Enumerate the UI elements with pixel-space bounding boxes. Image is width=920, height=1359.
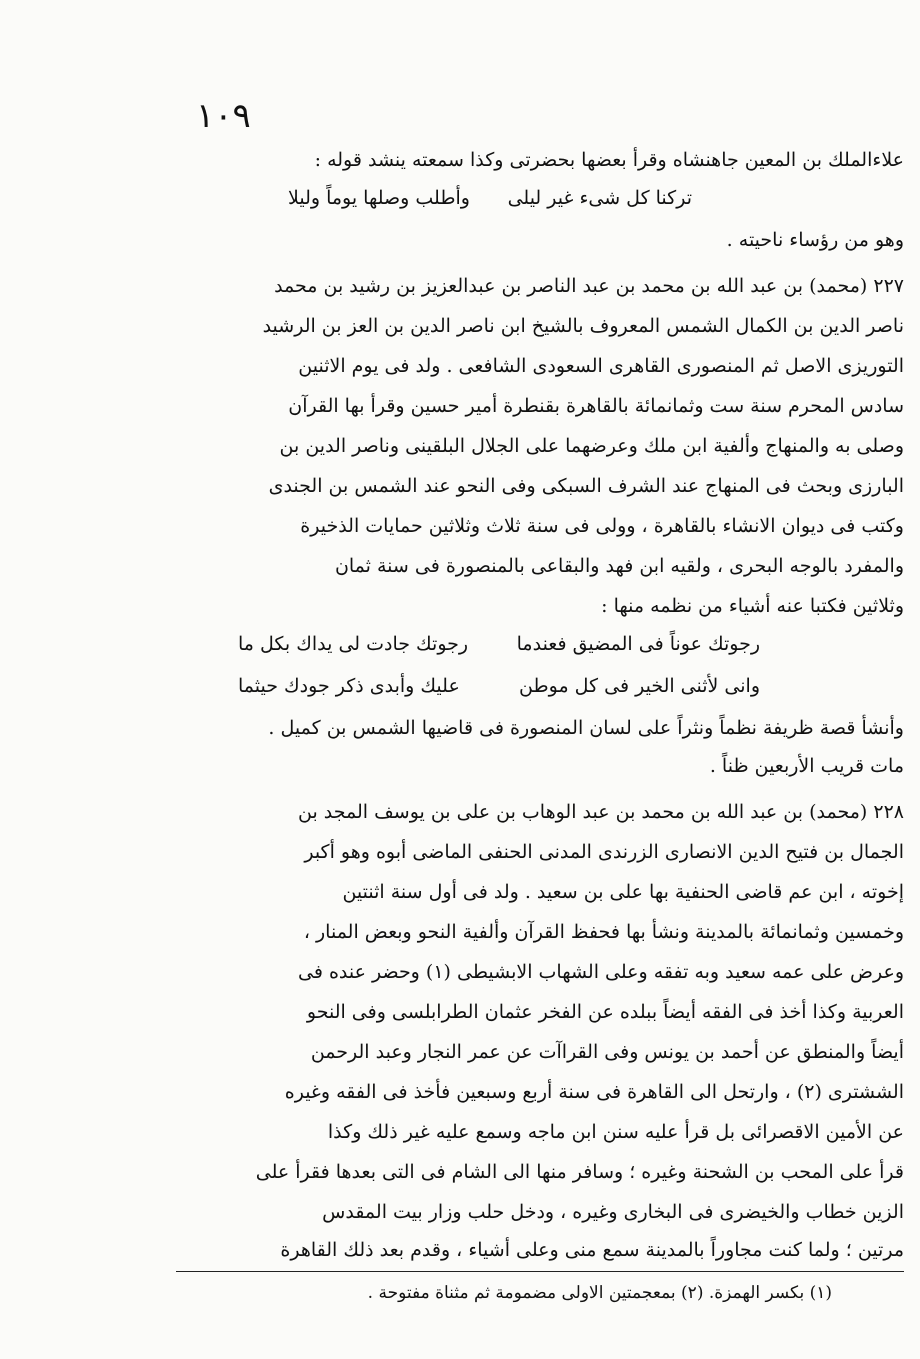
page-body — [176, 140, 904, 1270]
text-line: مات قريب الأربعين ظناً . — [709, 755, 904, 777]
text-line: الجمال بن فتيح الدين الانصارى الزرندى المدنى الحنفى الماضى أبوه وهو أكبر — [304, 841, 904, 863]
text-line: وهو من رؤساء ناحيته . — [726, 229, 904, 251]
verse-hemistich-right: وانى لأثنى الخير فى كل موطن — [519, 675, 760, 697]
page-number: ١٠٩ — [196, 96, 251, 136]
text-line: والمفرد بالوجه البحرى ، ولقيه ابن فهد والبقاعى بالمنصورة فى سنة ثمان — [334, 555, 904, 577]
text-line: علاءالملك بن المعين جاهنشاه وقرأ بعضها بحضرتى وكذا سمعته ينشد قوله : — [314, 149, 904, 171]
footnote: (١) بكسر الهمزة. (٢) بمعجمتين الاولى مضمومة ثم مثناة مفتوحة . — [367, 1283, 832, 1303]
text-line: قرأ على المحب بن الشحنة وغيره ؛ وسافر منها الى الشام فى التى بعدها فقرأ على — [255, 1161, 904, 1183]
text-line: العربية وكذا أخذ فى الفقه أيضاً ببلده عن الفخر عثمان الطرابلسى وفى النحو — [306, 1001, 904, 1023]
text-line: سادس المحرم سنة ست وثمانمائة بالقاهرة بقنطرة أمير حسين وقرأ بها القرآن — [288, 395, 904, 417]
text-line: مرتين ؛ ولما كنت مجاوراً بالمدينة سمع منى وعلى أشياء ، وقدم بعد ذلك القاهرة — [280, 1239, 904, 1261]
verse-hemistich-right: تركنا كل شىء غير ليلى — [507, 187, 692, 209]
verse-hemistich-right: رجوتك عوناً فى المضيق فعندما — [516, 633, 760, 655]
text-line: وصلى به والمنهاج وألفية ابن ملك وعرضهما على الجلال البلقينى وناصر الدين بن — [279, 435, 904, 457]
verse-hemistich-left: عليك وأبدى ذكر جودك حيثما — [238, 675, 460, 697]
text-line: وعرض على عمه سعيد وبه تفقه وعلى الشهاب الابشيطى (١) وحضر عنده فى — [297, 961, 904, 983]
footnote-divider — [176, 1271, 904, 1272]
text-line: البارزى وبحث فى المنهاج عند الشرف السبكى وفى النحو عند الشمس بن الجندى — [268, 475, 904, 497]
text-line: وأنشأ قصة ظريفة نظماً ونثراً على لسان المنصورة فى قاضيها الشمس بن كميل . — [268, 717, 904, 739]
text-line: الزين خطاب والخيضرى فى البخارى وغيره ، ودخل حلب وزار بيت المقدس — [322, 1201, 904, 1223]
text-line: عن الأمين الاقصرائى بل قرأ عليه سنن ابن ماجه وسمع عليه غير ذلك وكذا — [327, 1121, 904, 1143]
text-line: إخوته ، ابن عم قاضى الحنفية بها على بن سعيد . ولد فى أول سنة اثنتين — [342, 881, 904, 903]
text-line: ناصر الدين بن الكمال الشمس المعروف بالشيخ ابن ناصر الدين بن العز بن الرشيد — [262, 315, 904, 337]
text-line: الششترى (٢) ، وارتحل الى القاهرة فى سنة أربع وسبعين فأخذ فى الفقه وغيره — [284, 1081, 904, 1103]
text-line: أيضاً والمنطق عن أحمد بن يونس وفى القراآت عن عمر النجار وعبد الرحمن — [310, 1041, 904, 1063]
entry-228-line: ٢٢٨ (محمد) بن عبد الله بن محمد بن عبد الوهاب بن على بن يوسف المجد بن — [297, 801, 904, 823]
text-line: التوريزى الاصل ثم المنصورى القاهرى السعودى الشافعى . ولد فى يوم الاثنين — [298, 355, 904, 377]
text-line: وخمسين وثمانمائة بالمدينة ونشأ بها فحفظ القرآن وألفية النحو وبعض المنار ، — [303, 921, 904, 943]
verse-hemistich-left: وأطلب وصلها يوماً وليلا — [288, 187, 470, 209]
text-line: وثلاثين فكتبا عنه أشياء من نظمه منها : — [601, 595, 904, 617]
verse-hemistich-left: رجوتك جادت لى يداك بكل ما — [238, 633, 469, 655]
text-line: وكتب فى ديوان الانشاء بالقاهرة ، وولى فى سنة ثلاث وثلاثين حمايات الذخيرة — [300, 515, 904, 537]
entry-227-line: ٢٢٧ (محمد) بن عبد الله بن محمد بن عبد الناصر بن عبدالعزيز بن رشيد بن محمد — [274, 275, 904, 297]
